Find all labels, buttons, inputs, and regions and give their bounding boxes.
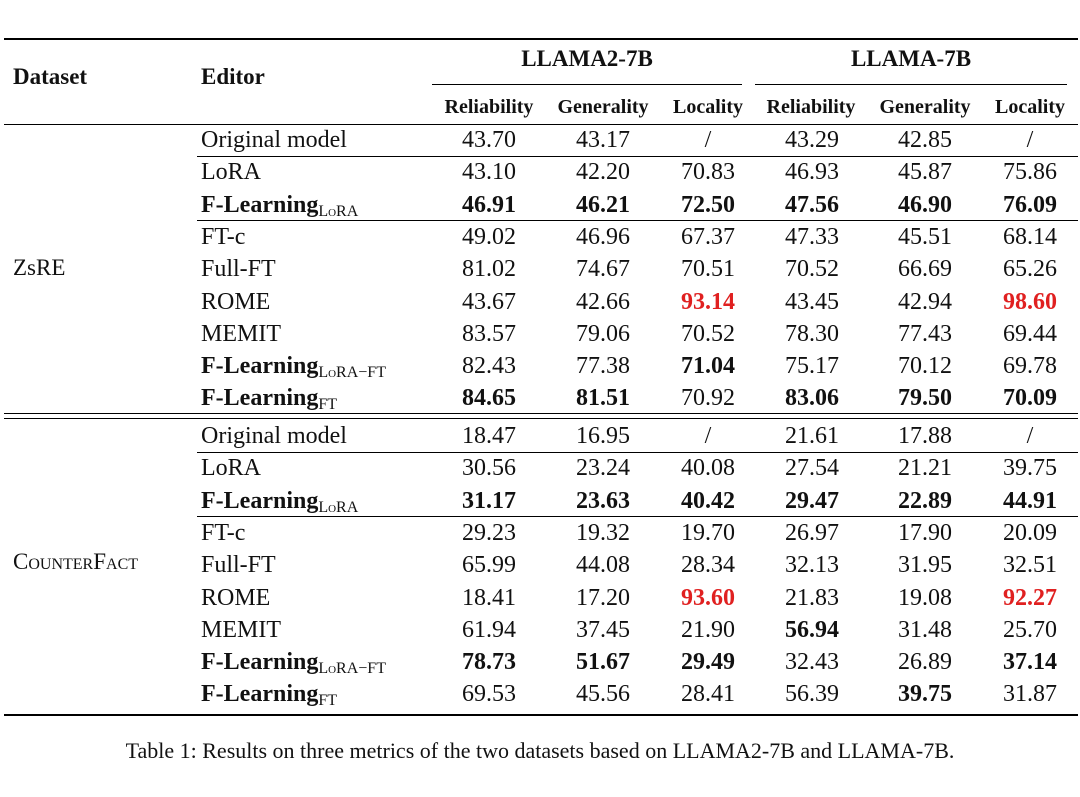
table-cell: / [1026, 423, 1034, 449]
editor-base: Full-FT [201, 552, 276, 579]
table-cell: 16.95 [576, 423, 630, 449]
table-cell: 43.10 [462, 159, 516, 186]
table-cell: 51.67 [576, 649, 630, 676]
table-cell: 45.56 [576, 681, 630, 708]
table-cell: 21.61 [785, 423, 839, 449]
table-cell: 42.85 [898, 127, 952, 153]
table-cell: 46.96 [576, 223, 630, 250]
table-cell: 39.75 [1003, 455, 1057, 482]
metric-generality-2: Generality [879, 96, 971, 118]
table-cell: 46.21 [576, 191, 630, 218]
table-cell: 47.33 [785, 223, 839, 250]
header-editor: Editor [201, 64, 265, 89]
metric-locality-2: Locality [995, 96, 1065, 118]
table-cell: 81.02 [462, 256, 516, 283]
row-editor-name [201, 678, 337, 717]
editor-base: LoRA [201, 159, 261, 186]
table-cell: 65.99 [462, 552, 516, 579]
table-cell: 43.70 [462, 127, 516, 153]
editor-base: F-Learning [201, 385, 319, 412]
editor-subscript: FT [318, 396, 337, 414]
table-cell: 42.94 [898, 288, 952, 315]
table-cell: 20.09 [1003, 519, 1057, 546]
editor-base: MEMIT [201, 320, 281, 347]
table-cell: 69.53 [462, 681, 516, 708]
editor-base: Full-FT [201, 256, 276, 283]
table-cell: 83.06 [785, 385, 839, 412]
table-cell: 69.44 [1003, 320, 1057, 347]
table-cell: 56.39 [785, 681, 839, 708]
table-cell: 70.09 [1003, 385, 1057, 412]
editor-subscript: LoRA−FT [318, 660, 386, 678]
editor-base: F-Learning [201, 681, 319, 708]
editor-base: F-Learning [201, 191, 319, 218]
table-cell: 39.75 [898, 681, 952, 708]
dataset-label-zsre: ZsRE [13, 255, 66, 280]
editor-base: F-Learning [201, 649, 319, 676]
table-cell: 37.45 [576, 616, 630, 643]
table-cell: 26.89 [898, 649, 952, 676]
table-cell: 29.47 [785, 487, 839, 514]
row-editor-name [201, 253, 276, 285]
editor-base: ROME [201, 288, 271, 315]
table-cell: 43.17 [576, 127, 630, 153]
row-editor-name [201, 382, 337, 421]
table-row [0, 189, 1080, 221]
table-cell: 25.70 [1003, 616, 1057, 643]
table-cell: 21.21 [898, 455, 952, 482]
table-cell: 65.26 [1003, 256, 1057, 283]
table-cell: / [1026, 127, 1034, 153]
table-cell: 75.86 [1003, 159, 1057, 186]
table-cell: 49.02 [462, 223, 516, 250]
table-row [0, 253, 1080, 285]
editor-base: FT-c [201, 519, 246, 546]
row-editor-name [201, 420, 347, 452]
table-cell: 17.20 [576, 584, 630, 611]
table-cell: 78.73 [462, 649, 516, 676]
table-cell: 61.94 [462, 616, 516, 643]
row-editor-name [201, 221, 245, 253]
editor-subscript: LoRA [318, 202, 359, 220]
header-dataset: Dataset [13, 64, 88, 89]
editor-base: Original model [201, 127, 347, 153]
editor-base: F-Learning [201, 353, 319, 380]
table-cell: 28.41 [681, 681, 735, 708]
table-cell: 43.45 [785, 288, 839, 315]
table-cell: 74.67 [576, 256, 630, 283]
table-cell: 18.41 [462, 584, 516, 611]
table-cell: 70.92 [681, 385, 735, 412]
table-cell: 46.91 [462, 191, 516, 218]
table-cell: 70.51 [681, 256, 735, 283]
table-cell: / [704, 423, 712, 449]
table-row [0, 124, 1080, 156]
table-cell: 44.91 [1003, 487, 1057, 514]
table-cell: 17.88 [898, 423, 952, 449]
editor-subscript: LoRA−FT [318, 364, 386, 382]
table-cell: 56.94 [785, 616, 839, 643]
table-cell: 78.30 [785, 320, 839, 347]
table-row [0, 614, 1080, 646]
table-cell: 22.89 [898, 487, 952, 514]
table-cell: 66.69 [898, 256, 952, 283]
dataset-label-counterfact: CounterFact [13, 549, 139, 574]
bottom-rule [4, 714, 1078, 716]
top-rule [4, 38, 1078, 40]
table-cell: 32.13 [785, 552, 839, 579]
group-llama-7b: LLAMA-7B [850, 46, 972, 71]
table-cell: 79.50 [898, 385, 952, 412]
metric-generality-1: Generality [557, 96, 649, 118]
table-cell: 98.60 [1003, 288, 1057, 315]
table-cell: 93.60 [681, 584, 735, 611]
table-cell: 72.50 [681, 191, 735, 218]
editor-base: Original model [201, 423, 347, 449]
table-cell: 29.23 [462, 519, 516, 546]
table-cell: 19.70 [681, 519, 735, 546]
editor-base: ROME [201, 584, 271, 611]
table-cell: 37.14 [1003, 649, 1057, 676]
table-cell: 77.43 [898, 320, 952, 347]
table-caption: Table 1: Results on three metrics of the two datasets based on LLAMA2-7B and LLAMA-7B. [125, 738, 955, 763]
table-cell: 93.14 [681, 288, 735, 315]
table-row [0, 549, 1080, 581]
row-editor-name [201, 286, 270, 318]
table-cell: 29.49 [681, 649, 735, 676]
row-editor-name [201, 517, 245, 549]
metric-locality-1: Locality [673, 96, 743, 118]
table-cell: 23.24 [576, 455, 630, 482]
table-cell: 46.90 [898, 191, 952, 218]
table-cell: 82.43 [462, 353, 516, 380]
table-cell: 70.52 [785, 256, 839, 283]
table-row [0, 485, 1080, 517]
table-cell: 19.32 [576, 519, 630, 546]
table-cell: 79.06 [576, 320, 630, 347]
table-cell: 47.56 [785, 191, 839, 218]
table-cell: 26.97 [785, 519, 839, 546]
table-cell: 71.04 [681, 353, 735, 380]
row-editor-name [201, 156, 261, 188]
table-cell: 45.51 [898, 223, 952, 250]
table-cell: 31.87 [1003, 681, 1057, 708]
editor-base: MEMIT [201, 616, 281, 643]
row-editor-name [201, 549, 276, 581]
editor-base: F-Learning [201, 487, 319, 514]
table-row [0, 156, 1080, 188]
table-row [0, 420, 1080, 452]
table-cell: 75.17 [785, 353, 839, 380]
table-row [0, 582, 1080, 614]
editor-base: LoRA [201, 455, 261, 482]
table-cell: 21.83 [785, 584, 839, 611]
section-double-line-bottom [4, 418, 1078, 419]
table-row [0, 350, 1080, 382]
table-row [0, 221, 1080, 253]
table-cell: 31.48 [898, 616, 952, 643]
table-cell: 32.43 [785, 649, 839, 676]
table-row [0, 452, 1080, 484]
group-llama2-underline [432, 84, 742, 85]
table-cell: 42.20 [576, 159, 630, 186]
table-cell: 30.56 [462, 455, 516, 482]
table-row [0, 318, 1080, 350]
table-cell: / [704, 127, 712, 153]
table-cell: 43.67 [462, 288, 516, 315]
table-cell: 23.63 [576, 487, 630, 514]
table-cell: 81.51 [576, 385, 630, 412]
table-cell: 70.83 [681, 159, 735, 186]
editor-base: FT-c [201, 223, 246, 250]
row-editor-name [201, 124, 347, 156]
table-row [0, 646, 1080, 678]
table-row [0, 678, 1080, 710]
table-cell: 84.65 [462, 385, 516, 412]
table-cell: 68.14 [1003, 223, 1057, 250]
table-cell: 83.57 [462, 320, 516, 347]
table-cell: 32.51 [1003, 552, 1057, 579]
table-cell: 92.27 [1003, 584, 1057, 611]
row-editor-name [201, 452, 261, 484]
table-cell: 43.29 [785, 127, 839, 153]
row-editor-name [201, 318, 281, 350]
table-cell: 31.17 [462, 487, 516, 514]
table-cell: 44.08 [576, 552, 630, 579]
table-row [0, 286, 1080, 318]
table-cell: 45.87 [898, 159, 952, 186]
table-cell: 69.78 [1003, 353, 1057, 380]
table-cell: 46.93 [785, 159, 839, 186]
metric-reliability-1: Reliability [444, 96, 534, 118]
group-llama2-7b: LLAMA2-7B [521, 46, 653, 71]
table-cell: 19.08 [898, 584, 952, 611]
table-row [0, 382, 1080, 414]
table-cell: 40.08 [681, 455, 735, 482]
table-cell: 31.95 [898, 552, 952, 579]
row-editor-name [201, 582, 270, 614]
group-llama-underline [755, 84, 1067, 85]
table-cell: 70.12 [898, 353, 952, 380]
table-cell: 40.42 [681, 487, 735, 514]
table-cell: 21.90 [681, 616, 735, 643]
editor-subscript: FT [318, 692, 337, 710]
table-cell: 42.66 [576, 288, 630, 315]
table-cell: 77.38 [576, 353, 630, 380]
table-cell: 67.37 [681, 223, 735, 250]
table-row [0, 517, 1080, 549]
table-cell: 18.47 [462, 423, 516, 449]
row-editor-name [201, 614, 281, 646]
table-cell: 76.09 [1003, 191, 1057, 218]
table-cell: 17.90 [898, 519, 952, 546]
editor-subscript: LoRA [318, 498, 359, 516]
metric-reliability-2: Reliability [766, 96, 856, 118]
table-cell: 70.52 [681, 320, 735, 347]
table-cell: 27.54 [785, 455, 839, 482]
table-cell: 28.34 [681, 552, 735, 579]
